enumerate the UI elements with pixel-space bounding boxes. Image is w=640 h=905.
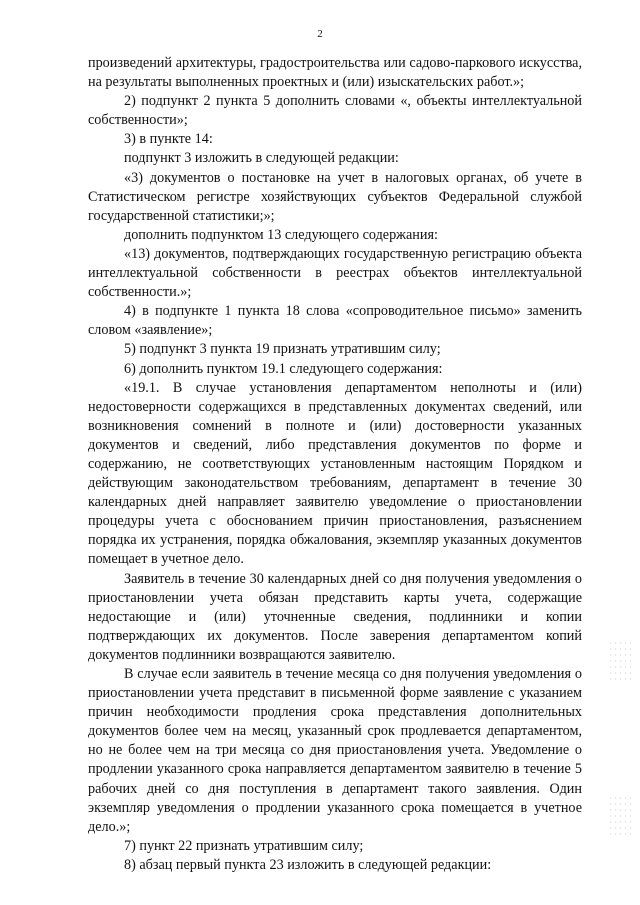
document-body [88, 54, 582, 875]
paragraph: «3) документов о постановке на учет в налоговых органах, об учете в Статистическом регистре хозяйствующих субъектов Федеральной службой государственной статистики;»; [88, 169, 582, 224]
paragraph: Заявитель в течение 30 календарных дней со дня получения уведомления о приостановлении учета обязан представить карты учета, содержащие недостающие и (или) уточненные сведения, подлинники и копии подтверждающих их документов. После заверения департаментом копий документов подлинники возвращаются заявителю. [88, 570, 582, 663]
paragraph: произведений архитектуры, градостроительства или садово-паркового искусства, на результаты выполненных проектных и (или) изыскательских работ.»; [88, 55, 582, 91]
paragraph: 3) в пункте 14: [124, 131, 213, 148]
paragraph: 4) в подпункте 1 пункта 18 слова «сопроводительное письмо» заменить словом «заявление»; [88, 303, 582, 339]
paragraph: «19.1. В случае установления департаментом неполноты и (или) недостоверности содержащихся в представленных документах сведений, или возникновения сомнений в полноте и (или) достоверности указанных документов и сведений, либо представления документов по форме и содержанию, не соответствующих установленным настоящим Порядком и действующим законодательством требованиям, департамент в течение 30 календарных дней направляет заявителю уведомление о приостановлении процедуры учета с обоснованием причин приостановления, разъяснением порядка их устранения, порядка обжалования, экземпляр указанных документов помещает в учетное дело. [88, 379, 582, 568]
paragraph: дополнить подпунктом 13 следующего содержания: [124, 226, 438, 243]
paragraph: 5) подпункт 3 пункта 19 признать утратившим силу; [124, 341, 441, 358]
paragraph: В случае если заявитель в течение месяца со дня получения уведомления о приостановлении учета представит в письменной форме заявление с указанием причин необходимости продления срока представления дополнительных документов более чем на месяц, указанный срок продлевается департаментом, но не более чем на три месяца со дня приостановления учета. Уведомление о продлении указанного срока направляется департаментом заявителю в течение 5 рабочих дней со дня поступления в департамент такого заявления. Один экземпляр уведомления о продлении указанного срока помещается в учетное дело.»; [88, 666, 582, 835]
paragraph: 2) подпункт 2 пункта 5 дополнить словами «, объекты интеллектуальной собственности»; [88, 93, 582, 129]
page-number: 2 [317, 28, 323, 40]
scan-noise [608, 640, 634, 680]
paragraph: подпункт 3 изложить в следующей редакции: [124, 150, 399, 167]
paragraph: 8) абзац первый пункта 23 изложить в следующей редакции: [124, 856, 492, 873]
paragraph: 6) дополнить пунктом 19.1 следующего содержания: [124, 360, 443, 377]
paragraph: 7) пункт 22 признать утратившим силу; [124, 837, 364, 854]
scan-noise [608, 795, 634, 835]
paragraph: «13) документов, подтверждающих государственную регистрацию объекта интеллектуальной собственности в реестрах объектов интеллектуальной собственности.»; [88, 245, 582, 301]
